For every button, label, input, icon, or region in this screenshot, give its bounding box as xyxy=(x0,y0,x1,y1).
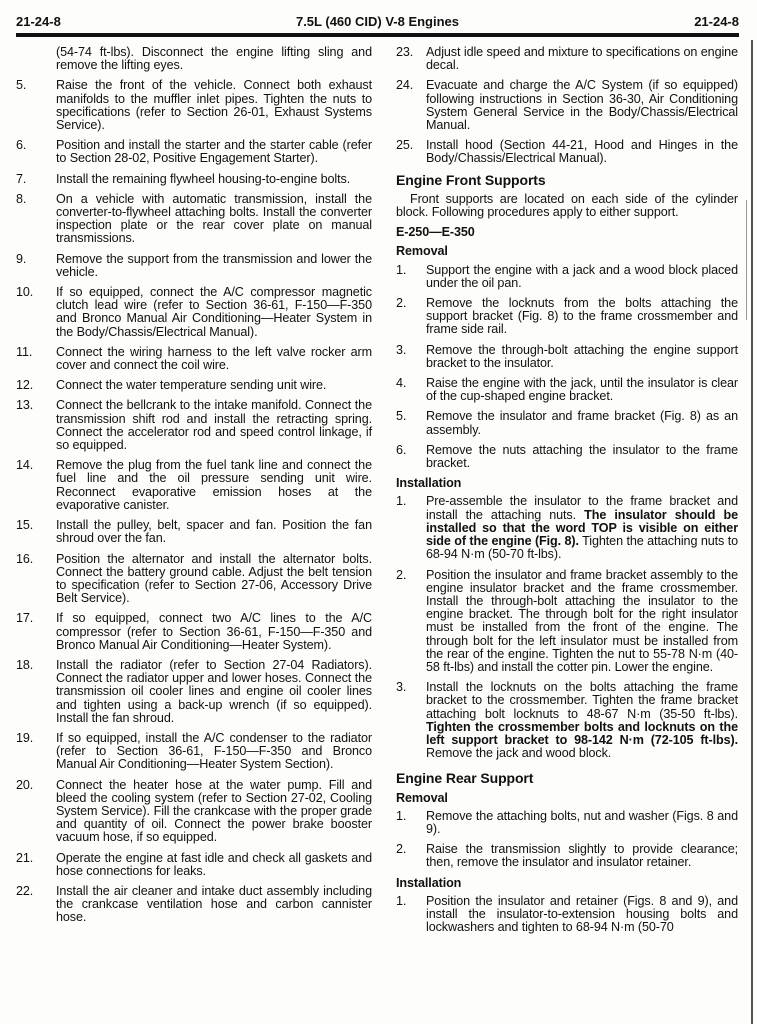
step-number: 25. xyxy=(396,138,414,153)
step-text: On a vehicle with automatic transmission, install the converter-to-flywheel attaching bolts. Install the converter inspection plate or the rear cover plate on manual transmissions. xyxy=(56,191,372,246)
step-item xyxy=(396,79,738,132)
step-item xyxy=(16,379,372,392)
page-number-right: 21-24-8 xyxy=(694,13,739,29)
step-text: Install the radiator (refer to Section 27-04 Radiators). Connect the radiator upper and lower hoses. Connect the transmission oil cooler lines and engine oil cooler lines and tighten using a back-up wrench (if so equipped). Install the fan shroud. xyxy=(56,657,372,725)
step-text: Position and install the starter and the starter cable (refer to Section 28-02, Positive Engagement Starter). xyxy=(56,138,372,166)
step-text: Position the insulator and retainer (Figs. 8 and 9), and install the insulator-to-extension housing bolts and lockwashers and tighten to 68-94 N·m (50-70 xyxy=(426,893,738,935)
step-number: 9. xyxy=(16,251,27,266)
step-number: 5. xyxy=(396,409,407,424)
step-text: Remove the plug from the fuel tank line and connect the fuel line and the oil pressure sending unit wire. Reconnect evaporative emission hoses at the evaporative canister. xyxy=(56,458,372,512)
right-column xyxy=(396,46,738,941)
front-removal-list xyxy=(396,264,738,471)
step-number: 18. xyxy=(16,657,34,672)
step-number: 1. xyxy=(396,262,407,277)
step-text: Connect the wiring harness to the left valve rocker arm cover and connect the coil wire. xyxy=(56,344,372,373)
step-text: Remove the locknuts from the bolts attaching the support bracket (Fig. 8) to the frame crossmember and frame side rail. xyxy=(426,296,738,337)
step-item xyxy=(16,885,372,925)
step-number: 4. xyxy=(396,376,407,391)
installation-step-2 xyxy=(396,569,738,675)
step-number: 2. xyxy=(396,567,407,582)
installation-step-1 xyxy=(396,495,738,561)
step-text: Remove the nuts attaching the insulator to the frame bracket. xyxy=(426,442,738,471)
step-text: Evacuate and charge the A/C System (if so equipped) following instructions in Section 36-30, Air Conditioning System General Service in the Body/Chassis/Electrical Manual. xyxy=(426,78,738,133)
step-text: Connect the heater hose at the water pump. Fill and bleed the cooling system (refer to Section 27-02, Cooling System Service). Fill the crankcase with the proper grade and quantity of oil. Connect the power brake booster vacuum hose, if so equipped. xyxy=(56,777,372,845)
step-item xyxy=(16,139,372,165)
step-number: 5. xyxy=(16,78,27,93)
continued-step-text: (54-74 ft-lbs). Disconnect the engine lifting sling and remove the lifting eyes. xyxy=(56,45,372,73)
step-warning-text: The insulator should be installed so that the word TOP is visible on either side of the engine (Fig. 8). xyxy=(426,507,738,549)
step-text: Adjust idle speed and mixture to specifications on engine decal. xyxy=(426,45,738,73)
step-text: Install the remaining flywheel housing-to-engine bolts. xyxy=(56,171,351,186)
step-text: Raise the transmission slightly to provide clearance; then, remove the insulator and insulator retainer. xyxy=(426,842,738,870)
step-item xyxy=(16,779,372,845)
step-item xyxy=(16,173,372,186)
step-text: Remove the insulator and frame bracket (Fig. 8) as an assembly. xyxy=(426,409,738,437)
final-step-list xyxy=(396,46,738,166)
page-edge-line xyxy=(751,40,753,1024)
step-item xyxy=(16,193,372,246)
step-item xyxy=(396,297,738,337)
step-item xyxy=(396,895,738,935)
step-number: 10. xyxy=(16,285,34,300)
step-item xyxy=(16,79,372,132)
step-warning-text: Tighten the crossmember bolts and locknuts on the left support bracket to 98-142 N·m (72-105 ft-lbs). xyxy=(426,719,738,747)
step-item xyxy=(396,139,738,165)
step-text: Position the insulator and frame bracket assembly to the engine insulator bracket and the frame crossmember. Install the through-bolt attaching the insulator to the engine bracket. The through bolt for the right insulator must be installed from the front of the engine. The through bolt for the left insulator must be installed from the rear of the engine. Tighten the nut to 55-78 N·m (40-58 ft-lbs) and install the cotter pin. Lower the engine. xyxy=(426,567,738,674)
left-step-list xyxy=(16,79,372,924)
step-text: If so equipped, connect two A/C lines to the A/C compressor (refer to Section 36-61, F-150—F-350 and Bronco Manual Air Conditioning—Heater System). xyxy=(56,611,372,652)
step-item xyxy=(396,264,738,290)
front-installation-heading: Installation xyxy=(396,476,462,491)
step-number: 3. xyxy=(396,342,407,357)
step-text: Position the alternator and install the alternator bolts. Connect the battery ground cable. Adjust the belt tension to specification (refer to Section 27-06, Accessory Drive Belt Service). xyxy=(56,551,372,606)
step-item xyxy=(16,399,372,452)
step-number: 17. xyxy=(16,611,34,626)
step-number: 20. xyxy=(16,777,34,792)
step-item xyxy=(16,519,372,545)
step-number: 3. xyxy=(396,680,407,695)
step-number: 1. xyxy=(396,494,407,509)
step-text: Remove the support from the transmission and lower the vehicle. xyxy=(56,251,372,279)
step-item xyxy=(396,377,738,403)
step-item xyxy=(16,346,372,372)
rear-installation-heading: Installation xyxy=(396,875,462,890)
step-text: Remove the through-bolt attaching the engine support bracket to the insulator. xyxy=(426,342,738,370)
header-rule xyxy=(16,33,739,37)
rear-support-heading: Engine Rear Support xyxy=(396,770,534,787)
model-heading: E-250—E-350 xyxy=(396,225,475,240)
step-item xyxy=(16,286,372,339)
step-item xyxy=(396,344,738,370)
step-text: If so equipped, connect the A/C compressor magnetic clutch lead wire (refer to Section 36-61, F-150—F-350 and Bronco Manual Air Conditioning—Heater System in the Body/Chassis/Electrical Manual). xyxy=(56,285,372,339)
rear-removal-list xyxy=(396,810,738,870)
step-text: Connect the bellcrank to the intake manifold. Connect the transmission shift rod and install the retracting spring. Connect the accelerator rod and speed control linkage, if so equipped. xyxy=(56,398,372,453)
step-number: 21. xyxy=(16,850,34,865)
step-number: 22. xyxy=(16,883,34,898)
step-number: 15. xyxy=(16,518,34,533)
step-number: 16. xyxy=(16,551,34,566)
step-item xyxy=(396,444,738,470)
page-header xyxy=(16,10,739,32)
step-text: Install hood (Section 44-21, Hood and Hinges in the Body/Chassis/Electrical Manual). xyxy=(426,138,738,166)
step-text: Remove the attaching bolts, nut and washer (Figs. 8 and 9). xyxy=(426,808,738,836)
step-number: 13. xyxy=(16,398,34,413)
step-text: Connect the water temperature sending unit wire. xyxy=(56,378,327,393)
step-text xyxy=(426,681,738,760)
step-text xyxy=(426,495,738,561)
step-text-part: Install the locknuts on the bolts attaching the frame bracket to the crossmember. Tighten the frame bracket attaching bolt locknuts to 48-67 N·m (35-50 ft-lbs). xyxy=(426,680,738,721)
step-number: 14. xyxy=(16,458,34,473)
step-number: 1. xyxy=(396,893,407,908)
step-text: Operate the engine at fast idle and check all gaskets and hose connections for leaks. xyxy=(56,850,372,878)
front-supports-intro: Front supports are located on each side of the cylinder block. Following procedures apply to either support. xyxy=(396,191,738,220)
left-column xyxy=(16,46,372,932)
page-edge-mark xyxy=(746,200,747,320)
page-number-left: 21-24-8 xyxy=(16,13,61,29)
step-number: 7. xyxy=(16,171,27,186)
step-number: 11. xyxy=(16,344,33,359)
step-number: 2. xyxy=(396,296,407,311)
step-number: 23. xyxy=(396,45,414,59)
step-number: 24. xyxy=(396,78,414,93)
step-text-part: Tighten the attaching nuts to 68-94 N·m (50-70 ft-lbs). xyxy=(426,534,738,562)
step-item xyxy=(16,659,372,725)
step-item xyxy=(396,410,738,436)
step-item xyxy=(16,553,372,606)
step-text-part: Remove the jack and wood block. xyxy=(426,746,612,761)
step-item xyxy=(16,732,372,772)
step-number: 19. xyxy=(16,730,34,745)
installation-step-3 xyxy=(396,681,738,760)
step-text: Install the air cleaner and intake duct assembly including the crankcase ventilation hose and carbon cannister hose. xyxy=(56,883,372,925)
step-text: Support the engine with a jack and a wood block placed under the oil pan. xyxy=(426,262,738,290)
rear-installation-list xyxy=(396,895,738,935)
step-item xyxy=(16,852,372,878)
step-number: 2. xyxy=(396,842,407,857)
step-text: Raise the engine with the jack, until the insulator is clear of the cup-shaped engine bracket. xyxy=(426,376,738,404)
step-number: 6. xyxy=(396,442,407,457)
step-text: Raise the front of the vehicle. Connect both exhaust manifolds to the muffler inlet pipes. Tighten the nuts to specifications (refer to Section 26-01, Exhaust Systems Service). xyxy=(56,78,372,133)
step-text: Install the pulley, belt, spacer and fan. Position the fan shroud over the fan. xyxy=(56,518,372,546)
step-text-part: Pre-assemble the insulator to the frame bracket and install the attaching nuts. xyxy=(426,494,738,522)
page-title: 7.5L (460 CID) V-8 Engines xyxy=(295,13,460,29)
front-removal-heading: Removal xyxy=(396,244,448,259)
step-item xyxy=(16,612,372,652)
rear-removal-heading: Removal xyxy=(396,790,448,805)
step-item xyxy=(16,459,372,512)
step-item xyxy=(396,46,738,72)
step-item xyxy=(16,253,372,279)
step-item xyxy=(396,810,738,836)
step-number: 1. xyxy=(396,808,407,823)
step-number: 12. xyxy=(16,378,34,393)
step-number: 8. xyxy=(16,191,27,206)
step-text: If so equipped, install the A/C condenser to the radiator (refer to Section 36-61, F-150—F-350 and Bronco Manual Air Conditioning—Heater System Section). xyxy=(56,730,372,772)
step-item xyxy=(396,843,738,869)
step-number: 6. xyxy=(16,138,27,153)
front-supports-heading: Engine Front Supports xyxy=(396,171,546,188)
